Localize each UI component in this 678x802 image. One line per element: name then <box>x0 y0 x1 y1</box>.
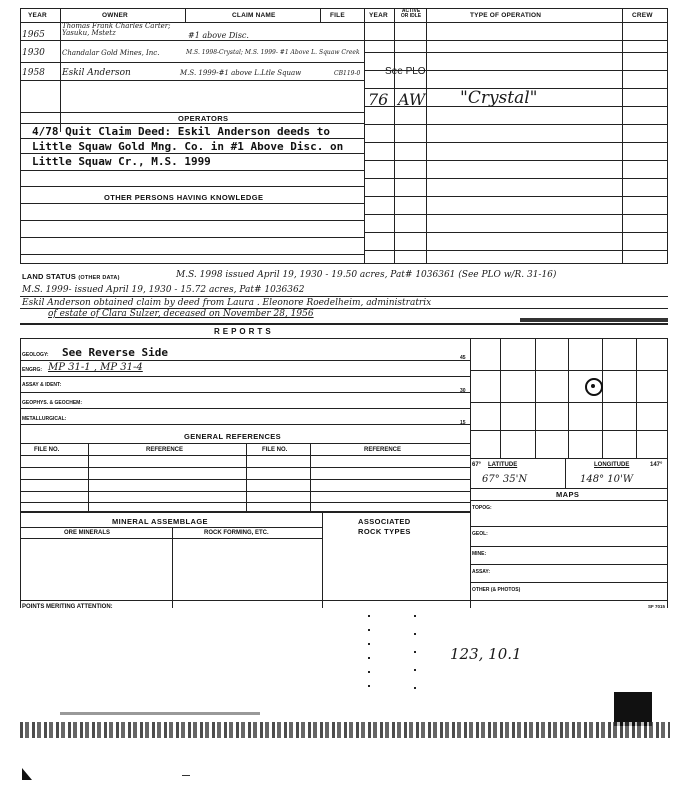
col-reference: REFERENCE <box>146 447 184 453</box>
scale-45: 45 <box>460 355 466 361</box>
col-file-no: FILE NO. <box>34 447 60 453</box>
general-references-title: GENERAL REFERENCES <box>184 432 282 441</box>
metallurgical-label: METALLURGICAL: <box>22 416 67 422</box>
latitude-label: LATITUDE <box>488 462 518 468</box>
owner-row-1-claim: #1 above Disc. <box>188 31 249 40</box>
longitude-label: LONGITUDE <box>594 462 630 468</box>
land-status-line-3: Eskil Anderson obtained claim by deed from Laura . Eleonore Roedelheim, administratrix <box>22 298 432 308</box>
reports-title: R E P O R T S <box>214 327 272 336</box>
header-active-idle: ACTIVE OR IDLE <box>400 8 422 19</box>
maps-label: MAPS <box>556 490 580 499</box>
operators-line-3: Little Squaw Cr., M.S. 1999 <box>32 155 211 168</box>
scan-corner-mark <box>22 768 32 780</box>
assay-ident-label: ASSAY & IDENT: <box>22 382 62 388</box>
owner-row-2-year: 1930 <box>22 48 45 58</box>
operators-title: OPERATORS <box>178 114 229 123</box>
owner-row-3-note: See PLO <box>385 66 426 77</box>
operators-line-2: Little Squaw Gold Mng. Co. in #1 Above Disc. on <box>32 140 344 153</box>
points-label: POINTS MERITING ATTENTION: <box>22 604 113 610</box>
longitude-value: 148° 10'W <box>580 474 634 485</box>
owner-row-1-owner: Thomas Frank Charles Carter; Yasuku, Mstetz <box>62 22 171 37</box>
owner-row-1-year: 1965 <box>22 30 45 40</box>
activity-year: 76 <box>368 90 389 109</box>
latitude-value: 67° 35'N <box>482 474 528 485</box>
header-owner: OWNER <box>102 12 128 19</box>
header-year-2: YEAR <box>369 12 388 19</box>
activity-operation: "Crystal" <box>460 88 538 108</box>
owner-row-3-claim: M.S. 1999-#1 above L.Ltle Squaw <box>180 69 302 77</box>
geology-label: GEOLOGY: <box>22 352 49 358</box>
scale-30: 30 <box>460 388 466 394</box>
header-year: YEAR <box>28 12 47 19</box>
land-status-line-4: of estate of Clara Sulzer, deceased on November 28, 1956 <box>48 309 314 319</box>
assay-map-label: ASSAY: <box>472 569 491 575</box>
ore-minerals-label: ORE MINERALS <box>64 530 111 536</box>
points-note: 123, 10.1 <box>450 645 522 663</box>
mineral-assemblage-title: MINERAL ASSEMBLAGE <box>112 517 208 526</box>
owner-row-2-claim: M.S. 1998-Crystal; M.S. 1999- #1 Above L. Squaw Creek <box>186 49 360 56</box>
associated-label: ASSOCIATED <box>358 517 411 526</box>
form-number: SF 7015 <box>648 604 666 609</box>
other-persons-title: OTHER PERSONS HAVING KNOWLEDGE <box>104 193 264 202</box>
col-file-no-2: FILE NO. <box>262 447 288 453</box>
rock-types-label: ROCK TYPES <box>358 527 411 536</box>
header-type-of-operation: TYPE OF OPERATION <box>470 12 542 19</box>
geology-value: See Reverse Side <box>62 346 168 359</box>
owner-row-2-owner: Chandalar Gold Mines, Inc. <box>62 49 160 57</box>
engrg-label: ENGRG: <box>22 367 42 373</box>
scale-15: 15 <box>460 420 466 426</box>
owner-row-3-owner: Eskil Anderson <box>62 68 131 78</box>
engrg-value: MP 31-1 , MP 31-4 <box>48 362 143 373</box>
geol-label: GEOL: <box>472 531 488 537</box>
header-file: FILE <box>330 12 345 19</box>
operators-line-1: 4/78 Quit Claim Deed: Eskil Anderson deeds to <box>32 125 331 138</box>
rock-forming-label: ROCK FORMING, ETC. <box>204 530 269 536</box>
other-photos-label: OTHER (& PHOTOS) <box>472 587 521 593</box>
land-status-label: LAND STATUS (OTHER DATA) <box>22 272 120 281</box>
land-status-line-2: M.S. 1999- issued April 19, 1930 - 15.72 acres, Pat# 1036362 <box>22 285 305 295</box>
land-status-line-1: M.S. 1998 issued April 19, 1930 - 19.50 acres, Pat# 1036361 (See PLO w/R. 31-16) <box>176 270 557 280</box>
activity-active: AW <box>398 90 426 109</box>
lon-suffix: 147° <box>650 462 663 468</box>
lat-prefix: 67° <box>472 462 482 468</box>
scan-noise-band <box>20 722 670 738</box>
owner-row-3-file: CB119-0 <box>334 70 361 77</box>
owner-row-3-year: 1958 <box>22 68 45 78</box>
topog-label: TOPOG: <box>472 505 492 511</box>
header-crew: CREW <box>632 12 653 19</box>
header-claim-name: CLAIM NAME <box>232 12 276 19</box>
geophys-label: GEOPHYS. & GEOCHEM: <box>22 400 83 406</box>
mine-label: MINE: <box>472 551 487 557</box>
col-reference-2: REFERENCE <box>364 447 402 453</box>
scan-black-mark <box>614 692 652 726</box>
